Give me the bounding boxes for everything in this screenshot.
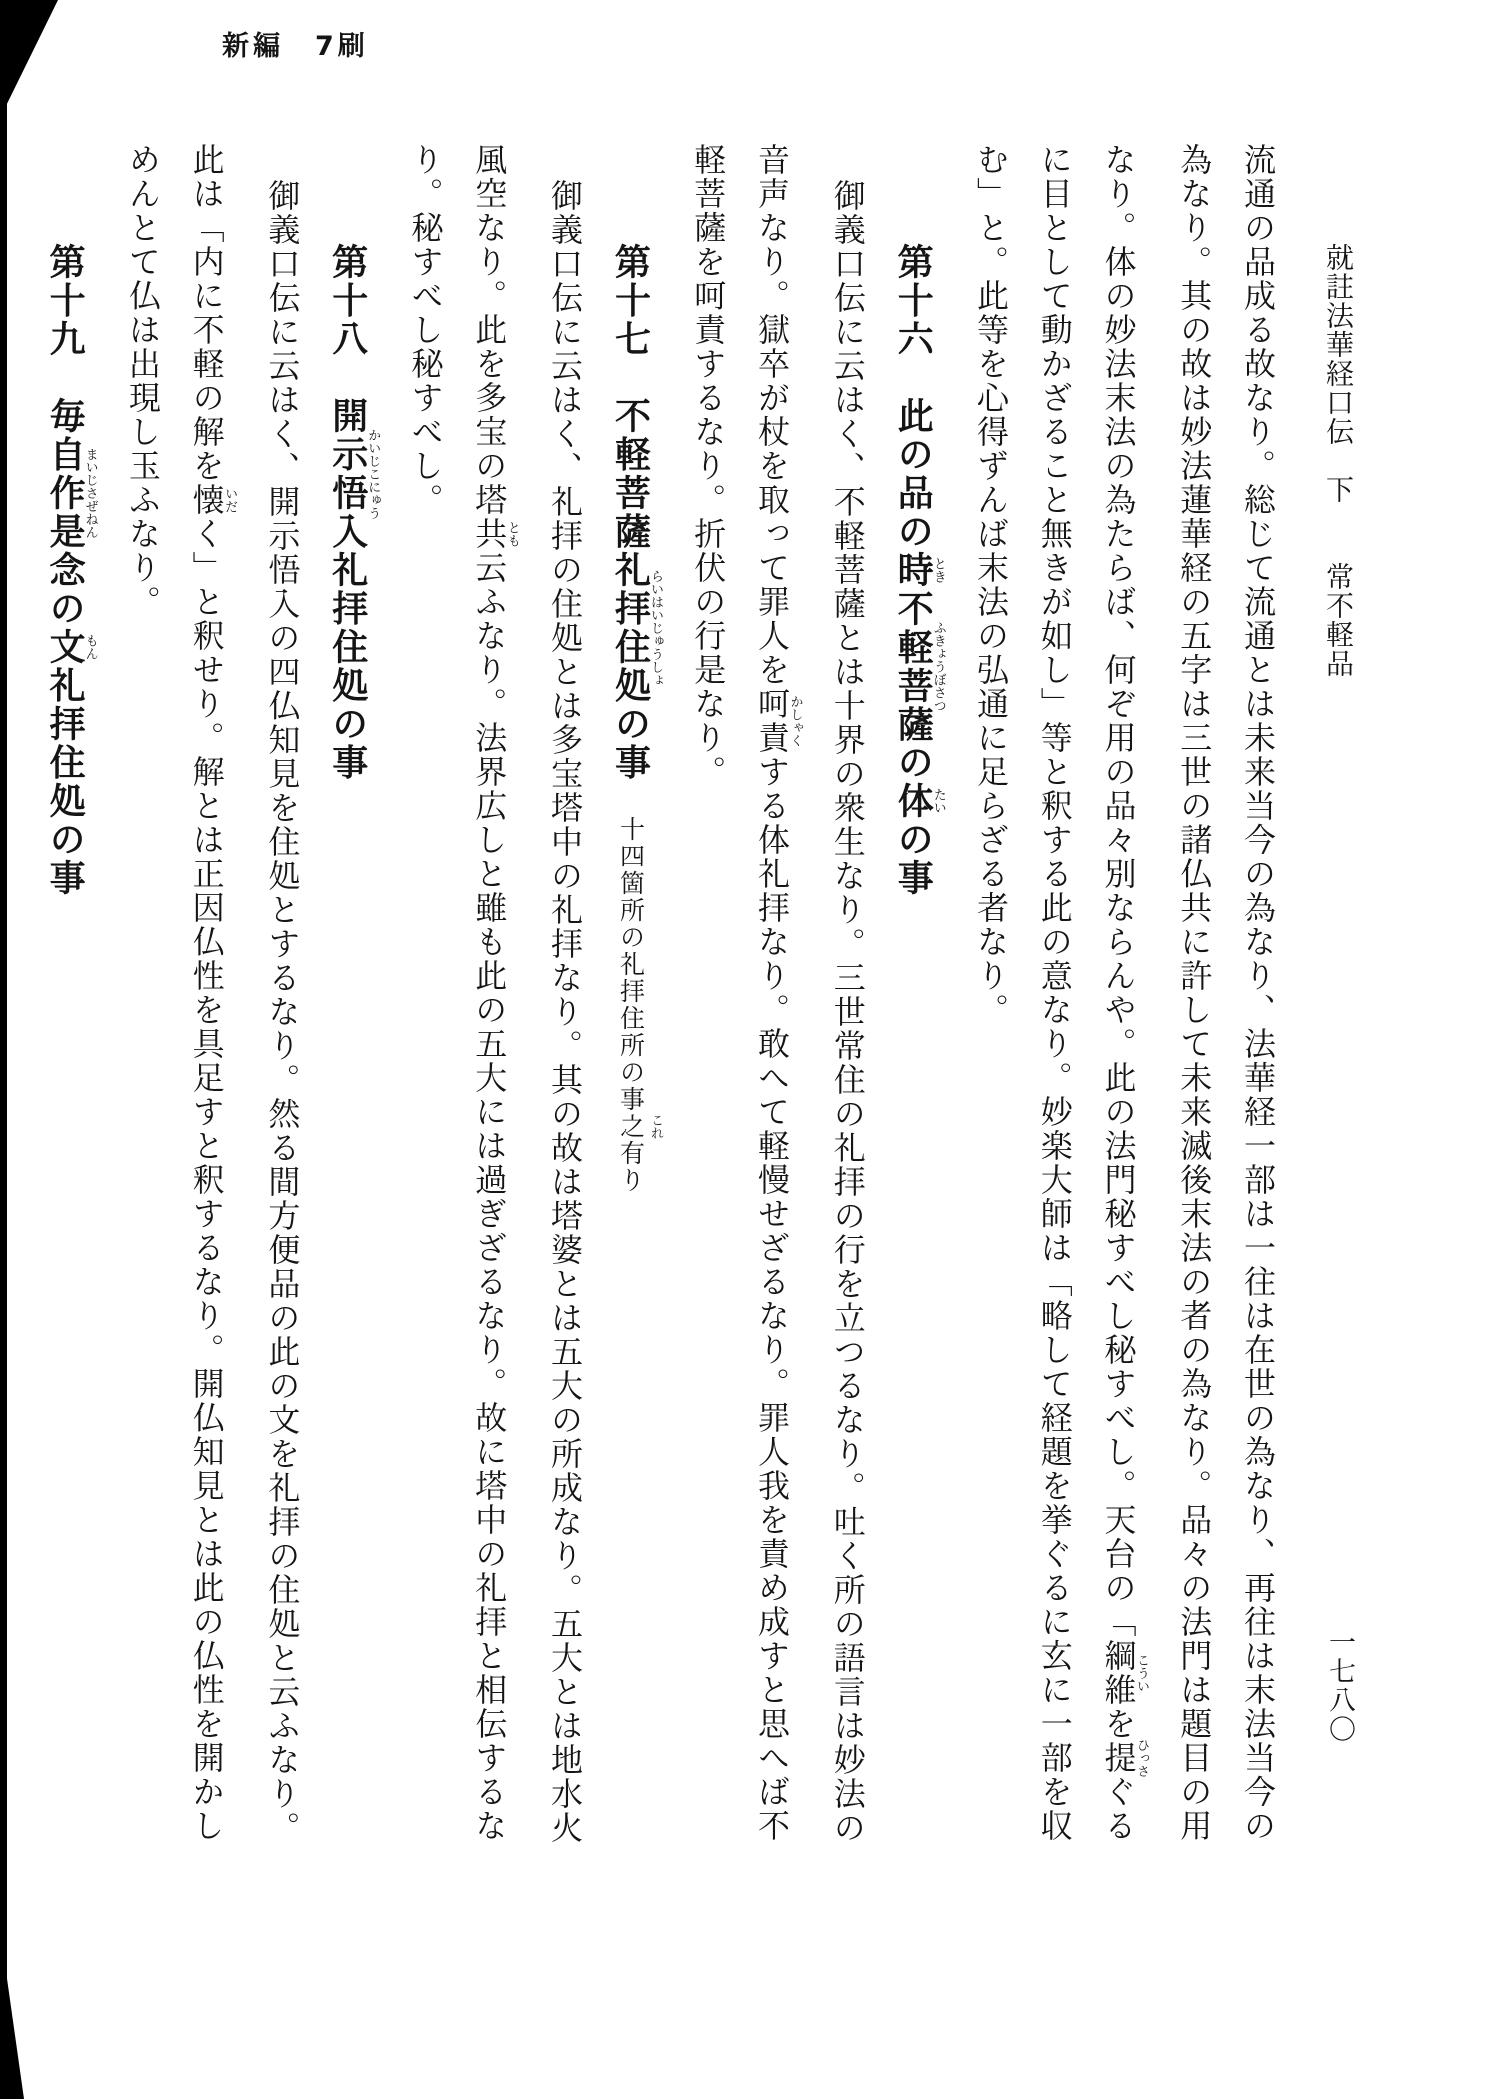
furigana-ruby — [44, 628, 98, 667]
ruby-text: こうい — [1133, 1639, 1149, 1707]
furigana-ruby — [1099, 1738, 1149, 1778]
ruby-text: らいはいじゅうしょ — [648, 551, 663, 705]
text-column-15 — [263, 143, 301, 1853]
text-column-12 — [470, 143, 520, 1853]
section-heading-16 — [892, 143, 945, 1853]
text-run: の — [44, 589, 87, 628]
ruby-base: 提 — [1099, 1738, 1138, 1778]
furigana-ruby — [892, 551, 946, 590]
section-heading-19 — [44, 143, 97, 1853]
text-column-17 — [123, 143, 161, 1853]
furigana-ruby — [892, 589, 946, 744]
text-column-11 — [545, 143, 583, 1853]
ruby-base: 懐 — [187, 483, 226, 517]
ruby-text: もん — [82, 628, 98, 667]
ruby-text: これ — [648, 1113, 663, 1140]
ruby-text: ふきょうぼさつ — [930, 589, 946, 744]
text-run: ぐる — [1099, 1775, 1138, 1843]
ruby-text: たい — [930, 782, 946, 821]
ruby-base: 之 — [616, 1113, 646, 1140]
text-run: 第十九 — [44, 243, 87, 397]
text-run: の事 — [609, 705, 652, 782]
text-run: 御義口伝に云はく、不軽菩薩とは十界の衆生なり。三世常住の礼拝の行を立つるなり。吐く所の語言は妙法の — [828, 179, 867, 1845]
text-run: なり。体の妙法末法の為たらば、何ぞ用の品々別ならんや。此の法門秘すべし秘すべし。天台の「 — [1099, 143, 1138, 1639]
text-run: り。秘すべし秘すべし。 — [406, 143, 445, 517]
text-run: を — [1099, 1707, 1138, 1741]
text-run: 御義口伝に云はく、開示悟入の四仏知見を住処とするなり。然る間方便品の此の文を礼拝の住処と云ふなり。 — [263, 179, 302, 1845]
text-run: 軽菩薩を呵責するなり。折伏の行是なり。 — [689, 143, 728, 789]
print-stamp: 新編 7刷 — [222, 31, 369, 62]
text-run: する体礼拝なり。敢へて軽慢せざるなり。罪人我を責め成すと思へば不 — [753, 755, 791, 1843]
ruby-base: 毎自作是念 — [44, 397, 87, 590]
text-run: 第十七 不軽菩薩 — [609, 243, 652, 551]
page-number: 一七八〇 — [1324, 1628, 1355, 1744]
text-run: 有り — [616, 1140, 646, 1194]
text-run: 礼拝住処の事 — [326, 551, 369, 782]
scan-artifact-bottom-left — [0, 1929, 24, 2099]
ruby-base: 体 — [892, 782, 935, 821]
text-run: 云ふなり。法界広しと雖も此の五大には過ぎざるなり。故に塔中の礼拝と相伝するな — [470, 551, 509, 1843]
text-run: 為なり。其の故は妙法蓮華経の五字は三世の諸仏共に許して未来滅後末法の者の為なり。品々の法門は題目の用 — [1175, 143, 1214, 1843]
text-column-7 — [828, 143, 866, 1853]
section-heading-18 — [326, 143, 379, 1853]
ruby-text: とき — [930, 551, 946, 590]
text-run: 此は「内に不軽の解を — [187, 143, 226, 483]
furigana-ruby — [44, 397, 98, 590]
text-column-8 — [752, 143, 802, 1853]
text-column-4 — [1035, 143, 1073, 1853]
text-run: く」と釈せり。解とは正因仏性を具足すと釈するなり。開仏知見とは此の仏性を開かし — [187, 517, 226, 1843]
furigana-ruby — [753, 687, 803, 755]
ruby-base: 礼拝住処 — [609, 551, 652, 705]
ruby-text: いだ — [222, 483, 238, 517]
text-column-3 — [1099, 143, 1149, 1853]
ruby-base: 綱維 — [1099, 1639, 1138, 1707]
text-run: 第十六 此の品の — [892, 243, 935, 551]
furigana-ruby — [1099, 1639, 1149, 1707]
ruby-base: 呵責 — [753, 687, 791, 755]
text-run: の事 — [892, 820, 935, 898]
text-run: 第十八 — [326, 243, 369, 397]
ruby-base: 開示悟入 — [326, 397, 369, 551]
ruby-text: まいじさぜねん — [82, 397, 98, 590]
text-column-13 — [406, 143, 444, 1853]
text-run: の — [892, 743, 935, 782]
furigana-ruby — [616, 1113, 663, 1140]
text-run: 御義口伝に云はく、礼拝の住処とは多宝塔中の礼拝なり。其の故は塔婆とは五大の所成なり。五大とは地水火 — [546, 179, 585, 1845]
running-title: 就註法華経口伝 下 常不軽品 — [1322, 243, 1355, 678]
ruby-text: かしゃく — [787, 687, 803, 755]
ruby-base: 不軽菩薩 — [892, 589, 935, 744]
inline-note — [616, 782, 663, 1194]
furigana-ruby — [892, 782, 946, 821]
ruby-base: 共 — [470, 517, 509, 551]
furigana-ruby — [187, 483, 238, 517]
text-column-16 — [187, 143, 237, 1853]
text-run: 音声なり。獄卒が杖を取って罪人を — [753, 143, 791, 687]
text-column-5 — [971, 143, 1009, 1853]
ruby-base: 文 — [44, 628, 87, 667]
vertical-text-block — [18, 143, 1355, 1853]
ruby-base: 時 — [892, 551, 935, 590]
ruby-text: とも — [504, 517, 520, 551]
text-run: 十四箇所の礼拝住所の事 — [616, 816, 646, 1113]
text-run: に目として動かざること無きが如し」等と釈する此の意なり。妙楽大師は「略して経題を挙ぐるに玄に一部を収 — [1035, 143, 1074, 1843]
text-run: 礼拝住処の事 — [44, 666, 87, 898]
text-run: めんとて仏は出現し玉ふなり。 — [123, 143, 162, 619]
text-run: 風空なり。此を多宝の塔 — [470, 143, 509, 517]
ruby-text: ひっさ — [1133, 1738, 1149, 1778]
furigana-ruby — [609, 551, 663, 705]
text-run: 流通の品成る故なり。総じて流通とは未来当今の為なり、法華経一部は一往は在世の為なり、再往は末法当今の — [1238, 143, 1277, 1843]
text-column-9 — [689, 143, 727, 1853]
ruby-text: かいじこにゅう — [365, 397, 381, 551]
furigana-ruby — [470, 517, 520, 551]
text-column-2 — [1174, 143, 1212, 1853]
section-heading-17 — [609, 143, 662, 1853]
text-column-1 — [1238, 143, 1276, 1853]
furigana-ruby — [326, 397, 381, 551]
scan-artifact-corner — [0, 0, 58, 118]
scan-artifact-left-edge — [0, 0, 7, 2099]
text-run: む」と。此等を心得ずんば末法の弘通に足らざる者なり。 — [971, 143, 1010, 1027]
